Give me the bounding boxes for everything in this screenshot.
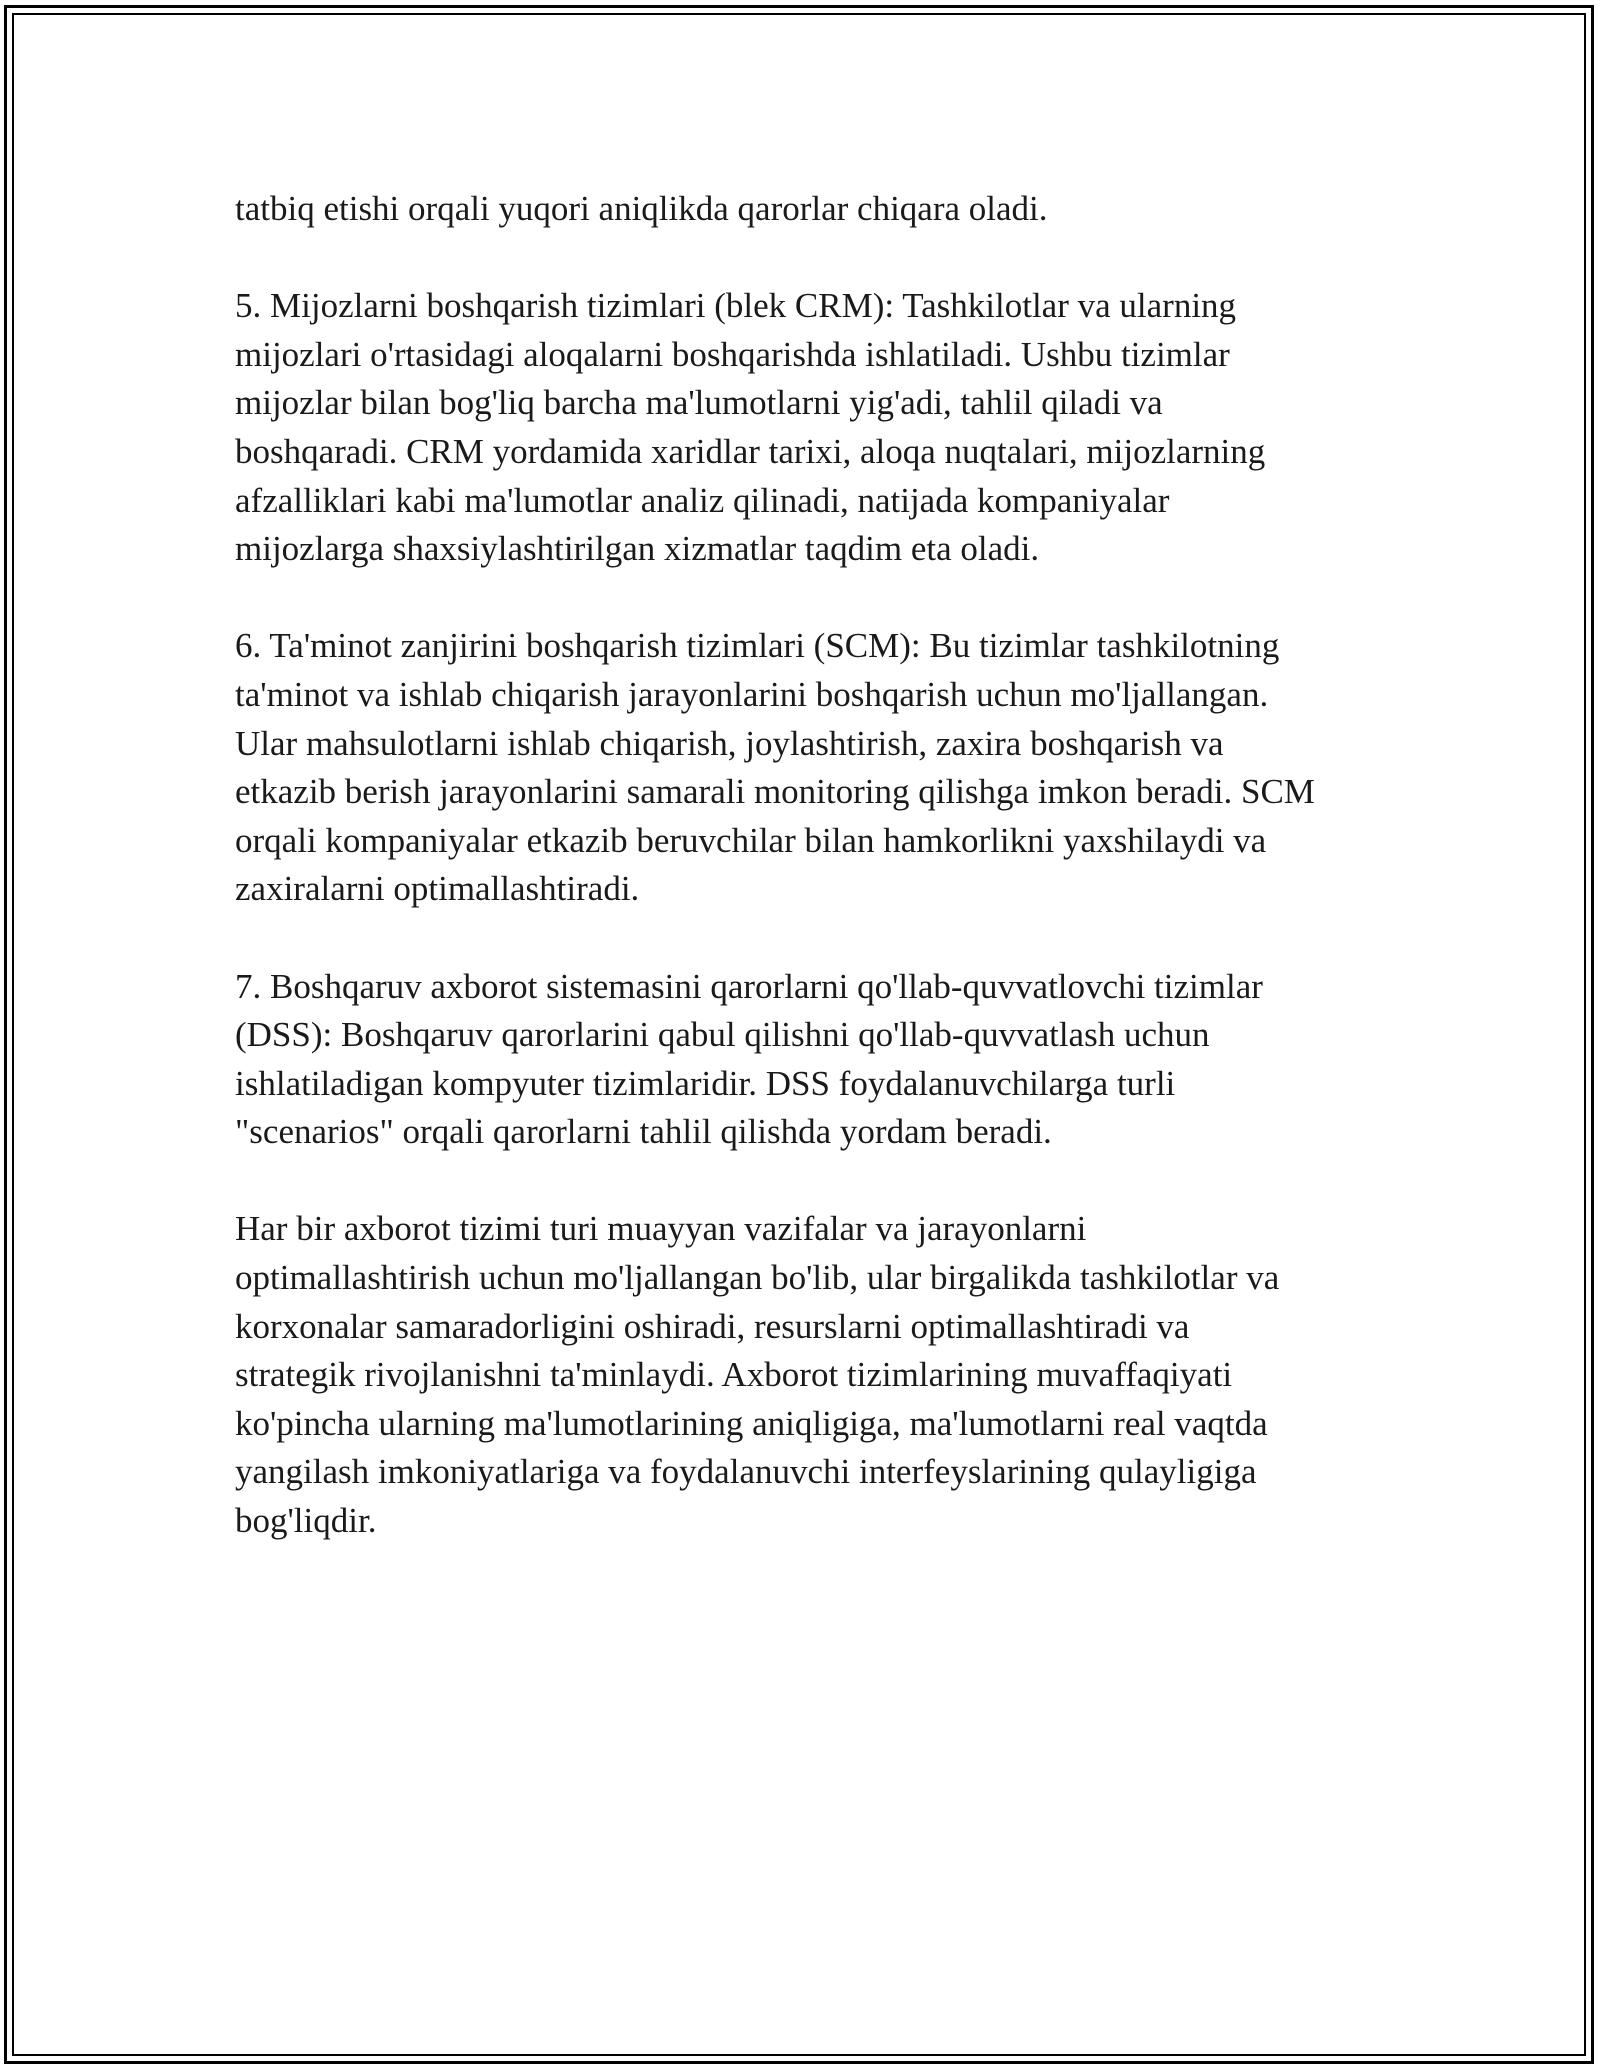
text-line: zaxiralarni optimallashtiradi. — [235, 869, 640, 909]
document-body — [235, 185, 1395, 1594]
text-line: mijozlarga shaxsiylashtirilgan xizmatlar taqdim eta oladi. — [235, 529, 1040, 569]
text-line: bog'liqdir. — [235, 1501, 377, 1541]
text-line: 5. Mijozlarni boshqarish tizimlari (blek CRM): Tashkilotlar va ularning — [235, 286, 1237, 326]
text-line: afzalliklari kabi ma'lumotlar analiz qilinadi, natijada kompaniyalar — [235, 480, 1170, 520]
text-line: ko'pincha ularning ma'lumotlarining aniqligiga, ma'lumotlarni real vaqtda — [235, 1403, 1268, 1443]
text-line: tatbiq etishi orqali yuqori aniqlikda qarorlar chiqara oladi. — [235, 189, 1048, 228]
text-line: korxonalar samaradorligini oshiradi, resurslarni optimallashtiradi va — [235, 1306, 1190, 1346]
text-line: yangilash imkoniyatlariga va foydalanuvchi interfeyslarining qulayligiga — [235, 1452, 1257, 1492]
paragraph-dss — [235, 963, 1395, 1157]
text-line: mijozlari o'rtasidagi aloqalarni boshqarishda ishlatiladi. Ushbu tizimlar — [235, 334, 1230, 374]
text-line: 6. Ta'minot zanjirini boshqarish tizimlari (SCM): Bu tizimlar tashkilotning — [235, 626, 1280, 666]
paragraph-intro-continuation — [235, 185, 1395, 234]
text-line: boshqaradi. CRM yordamida xaridlar tarixi, aloqa nuqtalari, mijozlarning — [235, 431, 1266, 471]
text-line: 7. Boshqaruv axborot sistemasini qarorlarni qo'llab-quvvatlovchi tizimlar — [235, 966, 1263, 1006]
text-line: orqali kompaniyalar etkazib beruvchilar bilan hamkorlikni yaxshilaydi va — [235, 820, 1267, 860]
text-line: (DSS): Boshqaruv qarorlarini qabul qilishni qo'llab-quvvatlash uchun — [235, 1015, 1210, 1055]
paragraph-conclusion — [235, 1205, 1395, 1545]
text-line: Har bir axborot tizimi turi muayyan vazifalar va jarayonlarni — [235, 1209, 1087, 1249]
text-line: Ular mahsulotlarni ishlab chiqarish, joylashtirish, zaxira boshqarish va — [235, 723, 1224, 763]
paragraph-crm — [235, 282, 1395, 574]
paragraph-scm — [235, 622, 1395, 914]
text-line: mijozlar bilan bog'liq barcha ma'lumotlarni yig'adi, tahlil qiladi va — [235, 383, 1163, 423]
text-line: ishlatiladigan kompyuter tizimlaridir. DSS foydalanuvchilarga turli — [235, 1063, 1176, 1103]
text-line: optimallashtirish uchun mo'ljallangan bo'lib, ular birgalikda tashkilotlar va — [235, 1258, 1280, 1298]
text-line: etkazib berish jarayonlarini samarali monitoring qilishga imkon beradi. SCM — [235, 772, 1315, 812]
text-line: "scenarios" orqali qarorlarni tahlil qilishda yordam beradi. — [235, 1112, 1052, 1152]
text-line: strategik rivojlanishni ta'minlaydi. Axborot tizimlarining muvaffaqiyati — [235, 1355, 1233, 1395]
text-line: ta'minot va ishlab chiqarish jarayonlarini boshqarish uchun mo'ljallangan. — [235, 674, 1269, 714]
